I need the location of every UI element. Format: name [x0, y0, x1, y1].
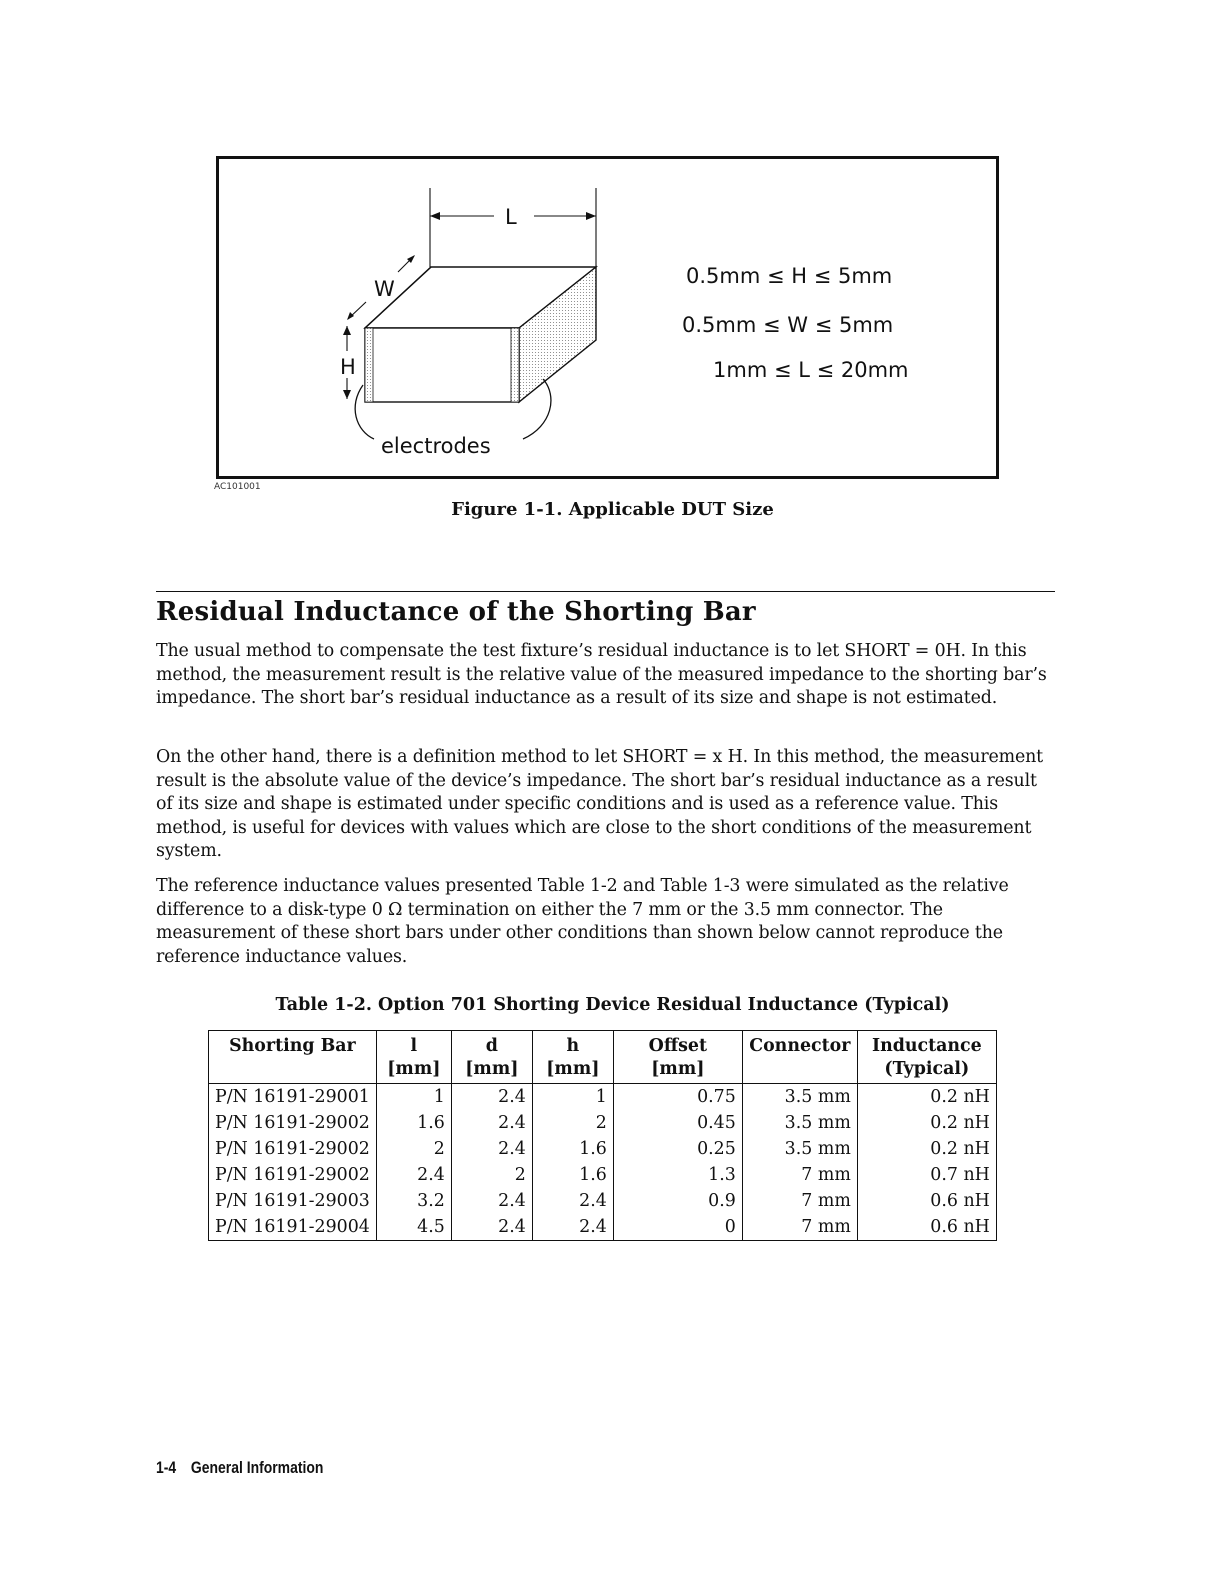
- constraint-h: 0.5mm ≤ H ≤ 5mm: [686, 264, 893, 288]
- table-cell: P/N 16191-29002: [215, 1165, 370, 1185]
- table-cell: 0.7 nH: [857, 1162, 996, 1188]
- table-caption: Table 1-2. Option 701 Shorting Device Residual Inductance (Typical): [275, 995, 950, 1015]
- table-cell: 7 mm: [742, 1214, 857, 1241]
- table-cell: 3.5 mm: [742, 1084, 857, 1111]
- length-label: L: [505, 205, 517, 229]
- table-cell: 0.9: [613, 1188, 742, 1214]
- table-row: [209, 1214, 997, 1241]
- table-cell: 2: [376, 1136, 451, 1162]
- table-cell: 0.6 nH: [857, 1188, 996, 1214]
- table-row: [209, 1110, 997, 1136]
- header-offset: Offset [mm]: [613, 1031, 742, 1084]
- table-cell: 0.6 nH: [857, 1214, 996, 1241]
- table-body: [209, 1084, 997, 1241]
- table-cell: 2.4: [451, 1188, 532, 1214]
- table-cell: 2.4: [532, 1214, 613, 1241]
- table-row: [209, 1162, 997, 1188]
- table-cell: 1.6: [376, 1110, 451, 1136]
- header-h: h [mm]: [532, 1031, 613, 1084]
- electrodes-label: electrodes: [381, 434, 491, 458]
- figure-code: AC101001: [214, 482, 261, 492]
- table-cell: 1.6: [532, 1162, 613, 1188]
- table-cell: 2.4: [451, 1214, 532, 1241]
- table-cell: 3.5 mm: [742, 1136, 857, 1162]
- width-label: W: [374, 277, 395, 301]
- header-inductance: Inductance (Typical): [857, 1031, 996, 1084]
- table-row: [209, 1136, 997, 1162]
- table-cell: 0.2 nH: [857, 1110, 996, 1136]
- table-cell: P/N 16191-29001: [215, 1087, 370, 1107]
- table-cell: P/N 16191-29003: [215, 1191, 370, 1211]
- residual-inductance-table: [208, 1030, 997, 1241]
- left-electrode: [365, 328, 373, 402]
- table-cell: 2.4: [451, 1084, 532, 1111]
- table-cell: 7 mm: [742, 1162, 857, 1188]
- height-label: H: [340, 355, 356, 379]
- table-cell: 0: [613, 1214, 742, 1241]
- constraint-l: 1mm ≤ L ≤ 20mm: [713, 358, 909, 382]
- table-cell: 2: [532, 1110, 613, 1136]
- table-cell: 0.2 nH: [857, 1136, 996, 1162]
- table-row: [209, 1188, 997, 1214]
- table-cell: 2: [451, 1162, 532, 1188]
- table-cell: 2.4: [451, 1110, 532, 1136]
- section-title: Residual Inductance of the Shorting Bar: [156, 597, 756, 627]
- table-cell: 0.75: [613, 1084, 742, 1111]
- table-header-row: [209, 1031, 997, 1084]
- table-cell: P/N 16191-29004: [215, 1217, 370, 1237]
- table-cell: 0.25: [613, 1136, 742, 1162]
- table-cell: 1: [532, 1084, 613, 1111]
- header-l: l [mm]: [376, 1031, 451, 1084]
- right-electrode: [511, 328, 519, 402]
- table-cell: 1: [376, 1084, 451, 1111]
- paragraph-3: The reference inductance values presented Table 1-2 and Table 1-3 were simulated as the relative difference to a disk-type 0 Ω termination on either the 7 mm or the 3.5 mm connector. The measurement of these short bars under other conditions than shown below cannot reproduce the reference inductance values.: [156, 876, 1009, 967]
- table-cell: 1.6: [532, 1136, 613, 1162]
- table-cell: 3.5 mm: [742, 1110, 857, 1136]
- footer-section: General Information: [190, 1458, 324, 1477]
- table-cell: 3.2: [376, 1188, 451, 1214]
- figure-caption: Figure 1-1. Applicable DUT Size: [451, 499, 774, 520]
- table-cell: P/N 16191-29002: [215, 1113, 370, 1133]
- table-cell: 0.2 nH: [857, 1084, 996, 1111]
- page-footer: [156, 1458, 323, 1478]
- page-number: 1-4: [156, 1458, 177, 1477]
- header-connector: Connector: [742, 1031, 857, 1084]
- header-d: d [mm]: [451, 1031, 532, 1084]
- table-cell: P/N 16191-29002: [215, 1139, 370, 1159]
- table-cell: 0.45: [613, 1110, 742, 1136]
- table-cell: 2.4: [451, 1136, 532, 1162]
- table-cell: 2.4: [376, 1162, 451, 1188]
- table-row: [209, 1084, 997, 1111]
- constraint-w: 0.5mm ≤ W ≤ 5mm: [682, 313, 894, 337]
- section-divider: [156, 591, 1055, 592]
- table-cell: 1.3: [613, 1162, 742, 1188]
- paragraph-1: The usual method to compensate the test fixture’s residual inductance is to let SHORT = 0H. In this method, the measurement result is the relative value of the measured impedance to the shorting bar’s impedance. The short bar’s residual inductance as a result of its size and shape is not estimated.: [156, 641, 1047, 709]
- chip-front-face: [365, 328, 519, 402]
- table-cell: 2.4: [532, 1188, 613, 1214]
- header-shorting-bar: Shorting Bar: [209, 1031, 377, 1084]
- dut-size-diagram: [216, 156, 999, 479]
- table-cell: 4.5: [376, 1214, 451, 1241]
- paragraph-2: On the other hand, there is a definition method to let SHORT = x H. In this method, the measurement result is the absolute value of the device’s impedance. The short bar’s residual inductance as a result of its size and shape is estimated under specific conditions and is used as a reference value. This method, is useful for devices with values which are close to the short conditions of the measurement system.: [156, 747, 1044, 862]
- table-cell: 7 mm: [742, 1188, 857, 1214]
